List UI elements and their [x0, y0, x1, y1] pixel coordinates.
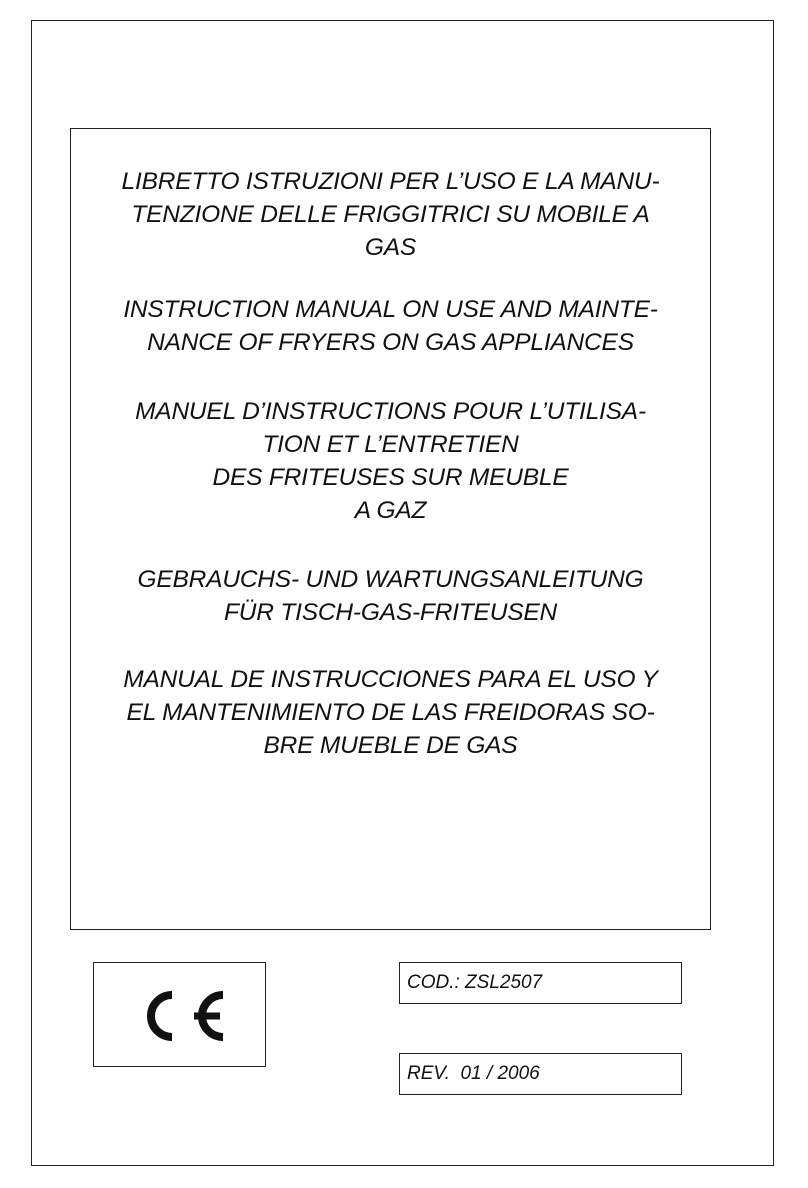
title-line: TION ET L’ENTRETIEN [262, 431, 519, 458]
title-line: EL MANTENIMIENTO DE LAS FREIDORAS SO- [126, 699, 655, 726]
title-italian [71, 165, 710, 264]
title-box [70, 128, 711, 930]
title-line: GAS [364, 234, 417, 261]
title-line: MANUAL DE INSTRUCCIONES PARA EL USO Y [123, 666, 658, 693]
title-line: TENZIONE DELLE FRIGGITRICI SU MOBILE A [131, 201, 650, 228]
revision: REV. 01 / 2006 [407, 1063, 540, 1084]
title-line: A GAZ [354, 497, 427, 524]
title-line: BRE MUEBLE DE GAS [263, 732, 518, 759]
title-line: LIBRETTO ISTRUZIONI PER L’USO E LA MANU- [121, 168, 660, 195]
ce-mark-box [93, 962, 266, 1067]
title-german [71, 563, 710, 629]
title-line: MANUEL D’INSTRUCTIONS POUR L’UTILISA- [135, 398, 646, 425]
title-line: INSTRUCTION MANUAL ON USE AND MAINTE- [123, 296, 658, 323]
product-code: COD.: ZSL2507 [407, 972, 543, 993]
title-line: FÜR TISCH-GAS-FRITEUSEN [224, 599, 557, 626]
title-spanish [71, 663, 710, 762]
ce-mark-icon [128, 988, 228, 1044]
title-line: NANCE OF FRYERS ON GAS APPLIANCES [147, 329, 634, 356]
title-french [71, 395, 710, 527]
title-english [71, 293, 710, 359]
product-code-box [399, 962, 682, 1004]
title-line: GEBRAUCHS- UND WARTUNGSANLEITUNG [137, 566, 644, 593]
title-line: DES FRITEUSES SUR MEUBLE [212, 464, 569, 491]
revision-box [399, 1053, 682, 1095]
